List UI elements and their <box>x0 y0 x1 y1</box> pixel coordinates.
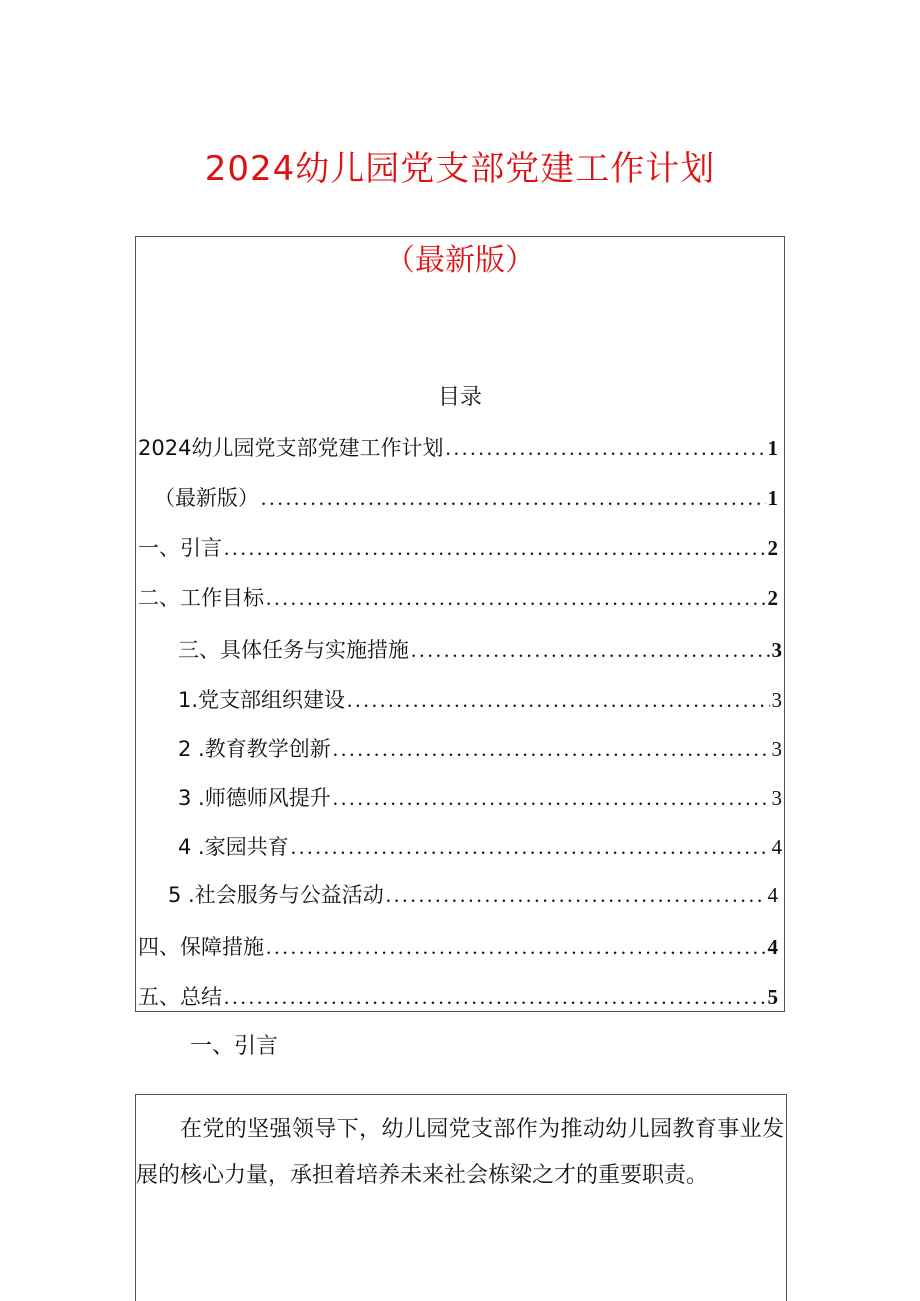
document-title: 2024幼儿园党支部党建工作计划 <box>204 149 716 189</box>
section-heading-introduction: 一、引言 <box>190 1034 279 1059</box>
toc-entry-page: 1 <box>767 486 778 510</box>
toc-entry[interactable] <box>154 483 778 513</box>
toc-entry-page: 5 <box>767 985 778 1009</box>
toc-leader-dots <box>333 734 770 764</box>
toc-entry-label: 5 .社会服务与公益活动 <box>168 883 384 907</box>
toc-entry-page: 3 <box>771 688 782 712</box>
toc-entry[interactable] <box>178 734 782 764</box>
toc-entry-label: 2 .教育教学创新 <box>178 737 331 761</box>
toc-entry-label: （最新版） <box>154 486 259 510</box>
toc-entry-label: 4 .家园共育 <box>178 835 289 859</box>
toc-entry[interactable] <box>138 982 778 1012</box>
toc-heading: 目录 <box>437 385 482 410</box>
toc-box <box>135 236 785 1012</box>
toc-entry[interactable] <box>138 433 778 463</box>
toc-entry-label: 四、保障措施 <box>138 935 264 959</box>
toc-entry-label: 1.党支部组织建设 <box>178 688 346 712</box>
toc-entry[interactable] <box>138 583 778 613</box>
toc-entry[interactable] <box>178 685 782 715</box>
toc-leader-dots <box>266 932 766 962</box>
toc-entry-page: 3 <box>771 737 782 761</box>
toc-leader-dots <box>445 433 765 463</box>
toc-entry[interactable] <box>178 783 782 813</box>
toc-entry-page: 1 <box>767 436 778 460</box>
toc-entry-label: 3 .师德师风提升 <box>178 786 331 810</box>
toc-entry[interactable] <box>138 932 778 962</box>
toc-entry-page: 4 <box>771 835 782 859</box>
toc-entry[interactable] <box>138 533 778 563</box>
toc-entry-page: 2 <box>767 536 778 560</box>
toc-leader-dots <box>347 685 769 715</box>
toc-entry-label: 一、引言 <box>138 536 222 560</box>
toc-entry[interactable] <box>178 635 782 665</box>
toc-entry-label: 三、具体任务与实施措施 <box>178 638 409 662</box>
toc-leader-dots <box>411 635 770 665</box>
toc-entry[interactable] <box>178 832 782 862</box>
toc-entry-label: 2024幼儿园党支部党建工作计划 <box>138 436 444 460</box>
introduction-paragraph: 在党的坚强领导下，幼儿园党支部作为推动幼儿园教育事业发展的核心力量，承担着培养未来社会栋梁之才的重要职责。 <box>136 1117 784 1188</box>
toc-entry-label: 二、工作目标 <box>138 586 264 610</box>
toc-leader-dots <box>291 832 770 862</box>
body-text-box <box>135 1094 787 1301</box>
toc-entry-page: 4 <box>767 935 778 959</box>
toc-entry-page: 4 <box>767 883 778 907</box>
toc-entry-page: 3 <box>771 786 782 810</box>
toc-entry-page: 3 <box>771 638 782 662</box>
toc-leader-dots <box>333 783 770 813</box>
toc-leader-dots <box>224 533 766 563</box>
document-subtitle: （最新版） <box>385 243 535 278</box>
toc-leader-dots <box>261 483 766 513</box>
toc-leader-dots <box>224 982 766 1012</box>
toc-leader-dots <box>266 583 766 613</box>
toc-entry[interactable] <box>168 880 778 910</box>
toc-entry-page: 2 <box>767 586 778 610</box>
toc-entry-label: 五、总结 <box>138 985 222 1009</box>
toc-leader-dots <box>386 880 766 910</box>
